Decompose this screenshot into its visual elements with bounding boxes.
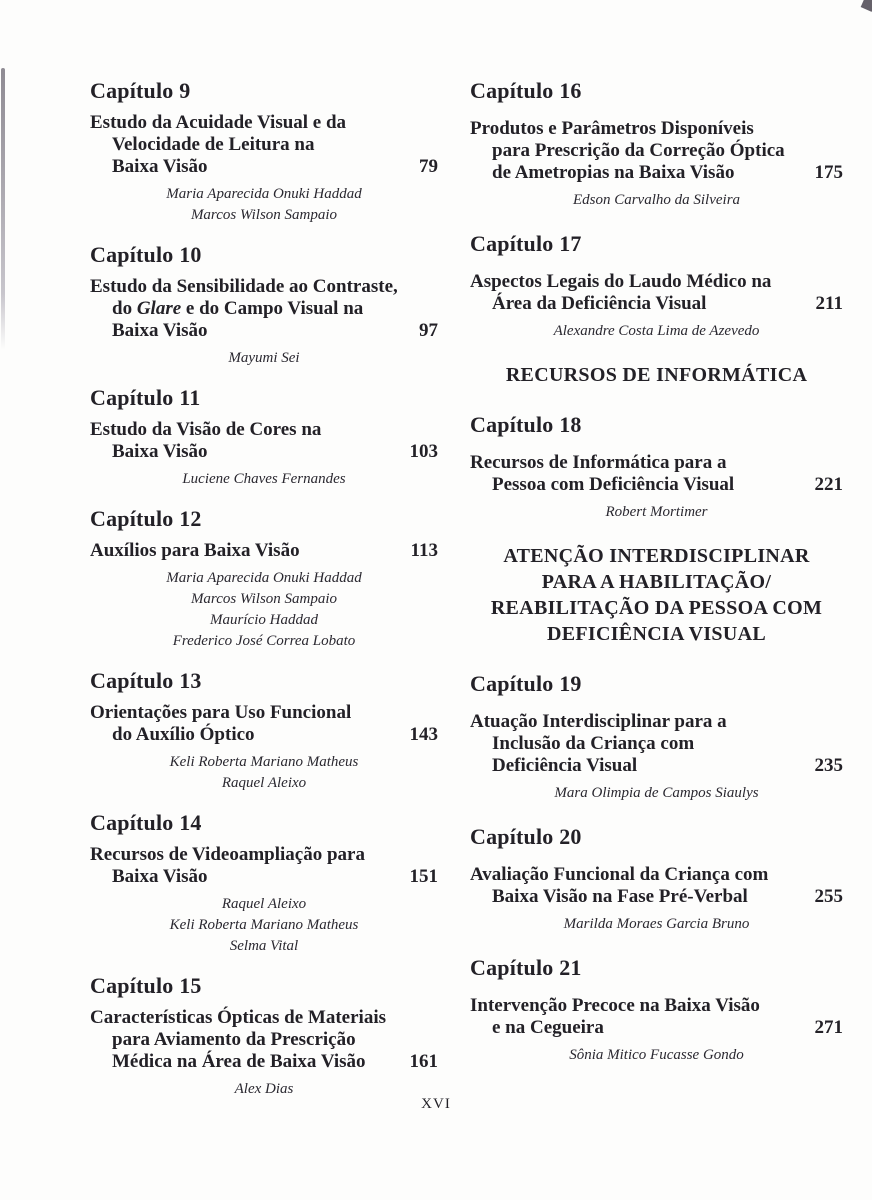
chapter-authors (470, 321, 843, 342)
scan-artifact-left-edge (1, 68, 5, 350)
chapter-title-line: Produtos e Parâmetros Disponíveis (470, 118, 754, 139)
chapter-entry (90, 78, 438, 226)
chapter-page-number: 113 (410, 540, 438, 561)
author-name: Marcos Wilson Sampaio (190, 591, 338, 607)
chapter-authors (90, 752, 438, 794)
chapter-title (470, 271, 806, 315)
chapter-authors (90, 184, 438, 226)
section-heading-line: RECURSOS DE INFORMÁTICA (505, 364, 808, 386)
chapter-title-line: do Auxílio Óptico (112, 724, 255, 745)
toc-column-right (470, 78, 843, 1086)
author-name: Alex Dias (234, 1081, 294, 1097)
chapter-heading: Capítulo 10 (90, 242, 202, 267)
author-name: Maria Aparecida Onuki Haddad (166, 186, 362, 202)
chapter-authors (90, 568, 438, 652)
chapter-title-line: para Prescrição da Correção Óptica (492, 140, 785, 161)
chapter-heading: Capítulo 17 (470, 231, 582, 256)
title-text-segment: do (112, 298, 137, 319)
chapter-title-row (90, 419, 438, 463)
chapter-entry (470, 671, 843, 804)
author-name: Sônia Mitico Fucasse Gondo (569, 1047, 744, 1063)
chapter-title-line: Pessoa com Deficiência Visual (492, 474, 735, 495)
chapter-page-number: 235 (814, 755, 843, 776)
chapter-title-row (90, 540, 438, 562)
chapter-title (470, 711, 805, 777)
chapter-title-line: Estudo da Sensibilidade ao Contraste, (90, 276, 398, 297)
chapter-page-number: 221 (814, 474, 843, 495)
chapter-title (470, 118, 805, 184)
chapter-title-line: Estudo da Acuidade Visual e da (90, 112, 347, 133)
chapter-entry (90, 973, 438, 1100)
chapter-title (90, 1007, 400, 1073)
chapter-authors (470, 190, 843, 211)
chapter-title-row (470, 711, 843, 777)
chapter-authors (90, 348, 438, 369)
chapter-page-number: 97 (419, 320, 438, 341)
chapter-entry (90, 810, 438, 957)
chapter-heading: Capítulo 9 (90, 78, 191, 103)
chapter-entry (90, 242, 438, 369)
chapter-title (470, 995, 805, 1039)
chapter-heading: Capítulo 16 (470, 78, 582, 103)
chapter-title-line: Atuação Interdisciplinar para a (470, 711, 727, 732)
chapter-heading: Capítulo 13 (90, 668, 202, 693)
chapter-title-line: de Ametropias na Baixa Visão (492, 162, 735, 183)
chapter-authors (90, 894, 438, 957)
section-heading (470, 543, 843, 647)
author-name: Marcos Wilson Sampaio (190, 207, 338, 223)
italic-term: Glare (136, 298, 182, 319)
chapter-title (90, 276, 409, 342)
chapter-title-line: Orientações para Uso Funcional (90, 702, 352, 723)
author-name: Maurício Haddad (210, 612, 318, 628)
chapter-entry (470, 955, 843, 1066)
section-heading-line: DEFICIÊNCIA VISUAL (547, 623, 766, 645)
section-heading-line: PARA A HABILITAÇÃO/ (541, 571, 772, 593)
chapter-title (90, 844, 400, 888)
chapter-title-line: Aspectos Legais do Laudo Médico na (470, 271, 772, 292)
chapter-title-line: Baixa Visão (112, 441, 208, 462)
chapter-title-line: Avaliação Funcional da Criança com (470, 864, 769, 885)
chapter-page-number: 161 (409, 1051, 438, 1072)
chapter-title (470, 864, 805, 908)
chapter-entry (90, 385, 438, 490)
chapter-title-line: Inclusão da Criança com (492, 733, 695, 754)
chapter-title (470, 452, 805, 496)
chapter-page-number: 151 (409, 866, 438, 887)
footer-page-number: XVI (421, 1096, 451, 1112)
chapter-heading: Capítulo 18 (470, 412, 582, 437)
chapter-title-line: Médica na Área de Baixa Visão (112, 1051, 366, 1072)
author-name: Mayumi Sei (228, 350, 300, 366)
chapter-title-line: para Aviamento da Prescrição (112, 1029, 356, 1050)
author-name: Luciene Chaves Fernandes (182, 471, 346, 487)
author-name: Maria Aparecida Onuki Haddad (166, 570, 362, 586)
chapter-title-line: Auxílios para Baixa Visão (90, 540, 300, 561)
chapter-title-line: Baixa Visão na Fase Pré-Verbal (492, 886, 748, 907)
chapter-authors (470, 1045, 843, 1066)
chapter-title (90, 702, 400, 746)
chapter-heading: Capítulo 14 (90, 810, 202, 835)
title-text-segment: e do Campo Visual na (181, 298, 364, 319)
section-heading-line: REABILITAÇÃO DA PESSOA COM (490, 597, 823, 619)
chapter-title-row (90, 1007, 438, 1073)
chapter-title (90, 112, 409, 178)
chapter-title (90, 419, 400, 463)
chapter-page-number: 143 (409, 724, 438, 745)
chapter-title-row (90, 702, 438, 746)
author-name: Alexandre Costa Lima de Azevedo (553, 323, 760, 339)
chapter-heading: Capítulo 21 (470, 955, 582, 980)
chapter-entry (470, 412, 843, 523)
chapter-title-line: Características Ópticas de Materiais (90, 1007, 386, 1028)
author-name: Edson Carvalho da Silveira (572, 192, 741, 208)
chapter-page-number: 175 (814, 162, 843, 183)
chapter-heading: Capítulo 19 (470, 671, 582, 696)
chapter-title-line: Velocidade de Leitura na (112, 134, 315, 155)
author-name: Raquel Aleixo (221, 775, 307, 791)
chapter-entry (470, 78, 843, 211)
author-name: Marilda Moraes Garcia Bruno (563, 916, 750, 932)
chapter-title-line: Área da Deficiência Visual (492, 293, 707, 314)
author-name: Keli Roberta Mariano Matheus (169, 917, 359, 933)
chapter-title-row (470, 864, 843, 908)
chapter-title-line: Recursos de Informática para a (470, 452, 727, 473)
chapter-title-row (90, 112, 438, 178)
author-name: Robert Mortimer (605, 504, 708, 520)
chapter-entry (90, 506, 438, 652)
chapter-entry (90, 668, 438, 794)
chapter-title-line: Baixa Visão (112, 156, 208, 177)
author-name: Frederico José Correa Lobato (172, 633, 356, 649)
author-name: Raquel Aleixo (221, 896, 307, 912)
chapter-title-line: Estudo da Visão de Cores na (90, 419, 322, 440)
chapter-heading: Capítulo 11 (90, 385, 201, 410)
chapter-entry (470, 824, 843, 935)
chapter-title-line: Baixa Visão (112, 866, 208, 887)
chapter-title-row (90, 276, 438, 342)
chapter-heading: Capítulo 20 (470, 824, 582, 849)
chapter-title-line: Baixa Visão (112, 320, 208, 341)
chapter-heading: Capítulo 15 (90, 973, 202, 998)
section-heading (470, 362, 843, 388)
chapter-heading: Capítulo 12 (90, 506, 202, 531)
toc-column-left (90, 78, 438, 1116)
chapter-title-row (90, 844, 438, 888)
chapter-authors (470, 914, 843, 935)
author-name: Selma Vital (229, 938, 299, 954)
chapter-authors (90, 469, 438, 490)
chapter-title-row (470, 995, 843, 1039)
chapter-title-row (470, 452, 843, 496)
chapter-page-number: 271 (814, 1017, 843, 1038)
chapter-authors (470, 783, 843, 804)
chapter-page-number: 211 (815, 293, 843, 314)
chapter-title-line: Deficiência Visual (492, 755, 638, 776)
scan-artifact-top-right (861, 0, 872, 12)
author-name: Keli Roberta Mariano Matheus (169, 754, 359, 770)
chapter-title-row (470, 118, 843, 184)
chapter-title (90, 540, 401, 562)
section-heading-line: ATENÇÃO INTERDISCIPLINAR (503, 545, 810, 567)
chapter-title-line: e na Cegueira (492, 1017, 604, 1038)
chapter-entry (470, 231, 843, 342)
author-name: Mara Olimpia de Campos Siaulys (554, 785, 759, 801)
chapter-page-number: 255 (814, 886, 843, 907)
chapter-page-number: 103 (409, 441, 438, 462)
chapter-title-row (470, 271, 843, 315)
chapter-title-line: Recursos de Videoampliação para (90, 844, 365, 865)
chapter-title-line (90, 298, 409, 320)
chapter-authors (470, 502, 843, 523)
chapter-page-number: 79 (419, 156, 438, 177)
chapter-title-line: Intervenção Precoce na Baixa Visão (470, 995, 760, 1016)
